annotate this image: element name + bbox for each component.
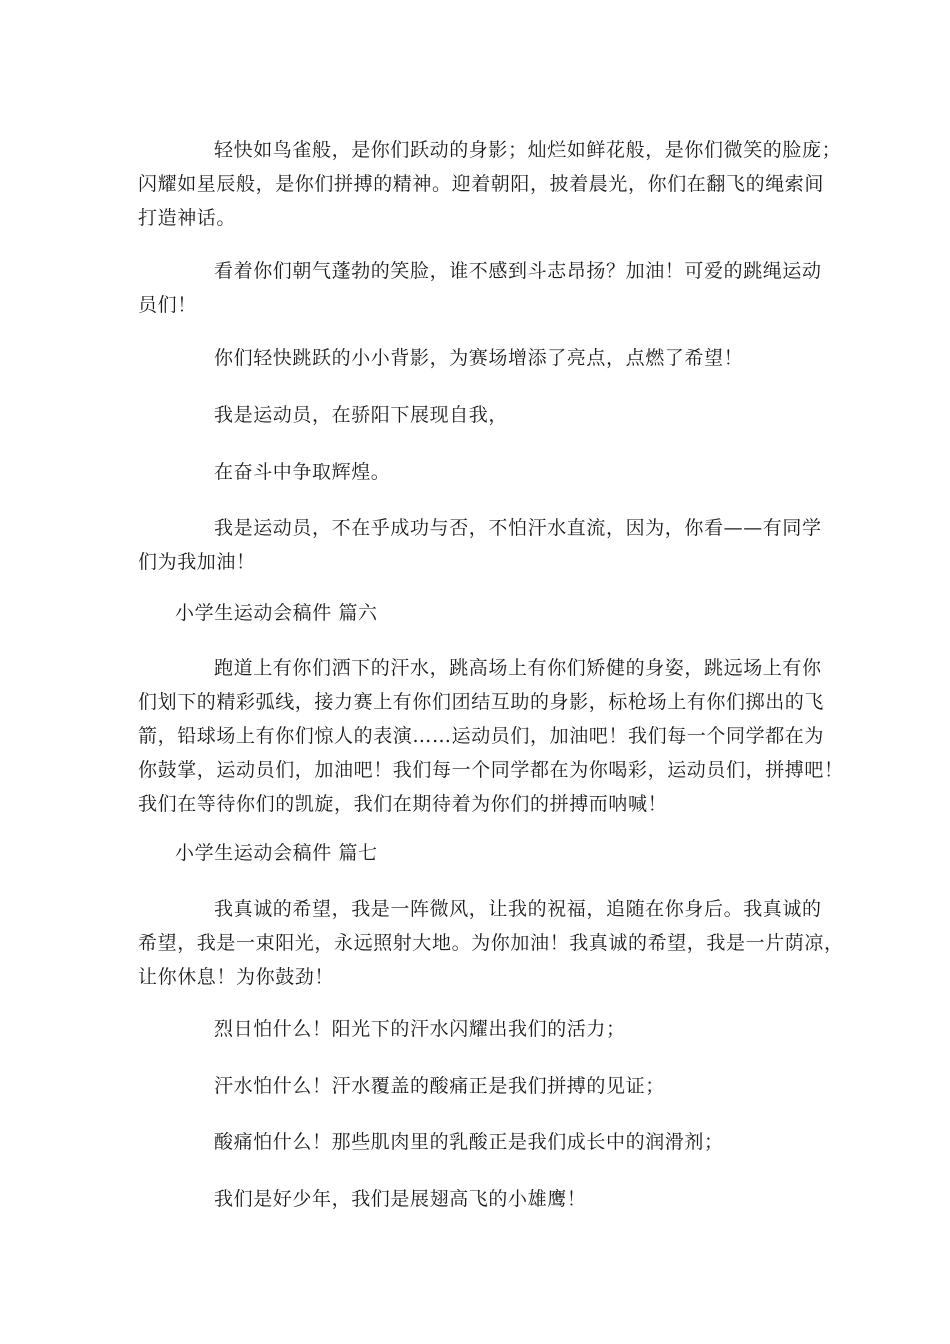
paragraph [138, 133, 842, 235]
text-line: 我是运动员，不在乎成功与否，不怕汗水直流，因为，你看——有同学 [214, 517, 822, 539]
text-line: 汗水怕什么！汗水覆盖的酸痛正是我们拼搏的见证； [214, 1075, 665, 1097]
paragraph [138, 1182, 818, 1216]
paragraph [138, 455, 818, 489]
text-line: 我真诚的希望，我是一阵微风，让我的祝福，追随在你身后。我真诚的 [214, 898, 822, 920]
text-line: 你们轻快跳跃的小小背影，为赛场增添了亮点，点燃了希望！ [214, 347, 744, 369]
paragraph [138, 398, 818, 432]
paragraph [138, 892, 844, 994]
text-line: 看着你们朝气蓬勃的笑脸，谁不感到斗志昂扬？加油！可爱的跳绳运动 [214, 260, 822, 282]
text-line: 你鼓掌，运动员们，加油吧！我们每一个同学都在为你喝彩，运动员们，拼搏吧！ [138, 759, 844, 781]
text-line: 们划下的精彩弧线，接力赛上有你们团结互助的身影，标枪场上有你们掷出的飞 [138, 691, 825, 713]
paragraph [138, 1125, 818, 1159]
paragraph [138, 254, 822, 322]
text-line: 我们在等待你们的凯旋，我们在期待着为你们的拼搏而呐喊！ [138, 793, 668, 815]
paragraph [138, 1012, 818, 1046]
text-line: 酸痛怕什么！那些肌肉里的乳酸正是我们成长中的润滑剂； [214, 1131, 724, 1153]
text-line: 们为我加油！ [138, 551, 256, 573]
text-line: 闪耀如星辰般，是你们拼搏的精神。迎着朝阳，披着晨光，你们在翻飞的绳索间 [138, 173, 825, 195]
paragraph [138, 511, 822, 579]
text-line: 让你休息！为你鼓劲！ [138, 966, 335, 988]
text-line: 在奋斗中争取辉煌。 [214, 461, 391, 483]
text-line: 我们是好少年，我们是展翅高飞的小雄鹰！ [214, 1188, 587, 1210]
text-line: 我是运动员，在骄阳下展现自我， [214, 404, 509, 426]
text-line: 员们！ [138, 294, 197, 316]
text-line: 打造神话。 [138, 207, 237, 229]
section-heading: 小学生运动会稿件 篇七 [175, 842, 378, 864]
text-line: 轻快如鸟雀般，是你们跃动的身影；灿烂如鲜花般，是你们微笑的脸庞； [214, 139, 842, 161]
section-heading: 小学生运动会稿件 篇六 [175, 602, 378, 624]
text-line: 烈日怕什么！阳光下的汗水闪耀出我们的活力； [214, 1018, 626, 1040]
paragraph [138, 1069, 818, 1103]
paragraph [138, 651, 844, 821]
paragraph [138, 341, 818, 375]
text-line: 箭，铅球场上有你们惊人的表演……运动员们，加油吧！我们每一个同学都在为 [138, 725, 825, 747]
text-line: 希望，我是一束阳光，永远照射大地。为你加油！我真诚的希望，我是一片荫凉， [138, 932, 844, 954]
text-line: 跑道上有你们洒下的汗水，跳高场上有你们矫健的身姿，跳远场上有你 [214, 657, 822, 679]
